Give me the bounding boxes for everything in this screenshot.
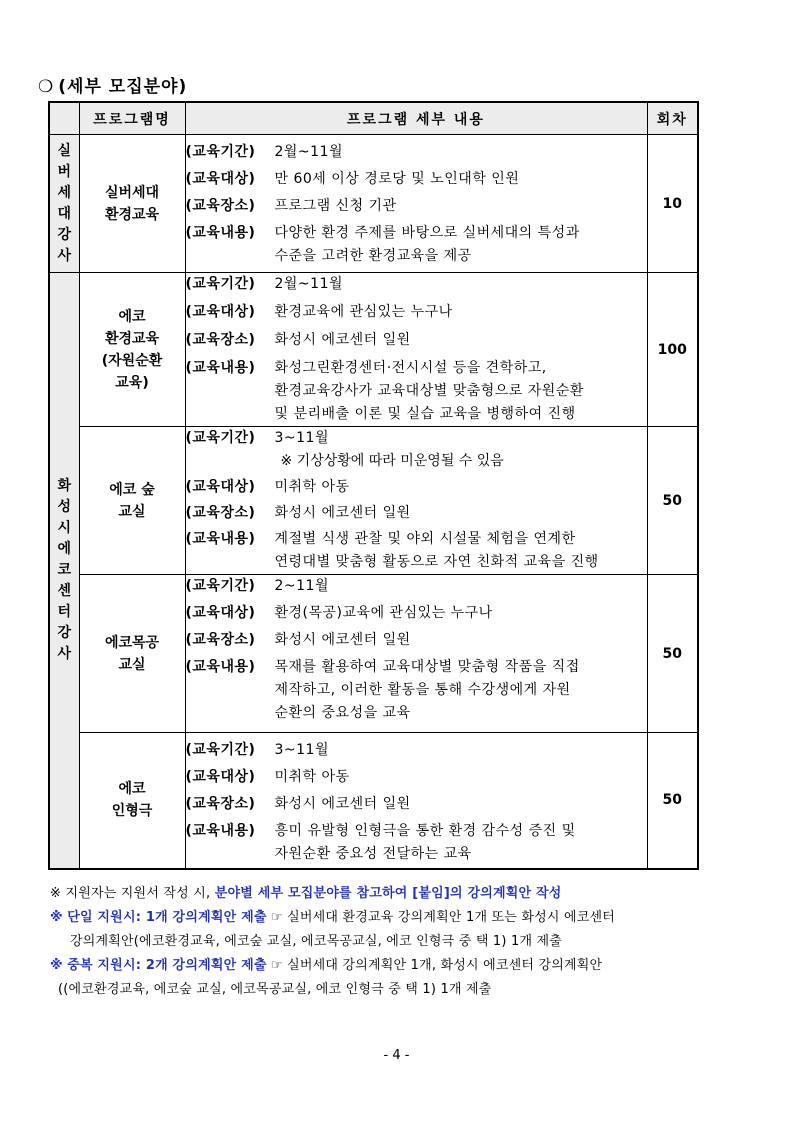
program-detail: (교육기간) 2월~11월 (교육대상) 환경교육에 관심있는 누구나 (교육장소) 화성시 에코센터 일원 (교육내용) 화성그린환경센터·전시시설 등을 견학하고, 환경교육강사가 교육대상별 맞춤형으로 자원순환 및 분리배출 이론 및 실습 교육을 병행하여 진행 xyxy=(185,273,647,427)
program-count: 50 xyxy=(647,427,698,575)
category-silver: 실 버 세 대 강 사 xyxy=(49,135,79,273)
program-count: 100 xyxy=(647,273,698,427)
table-row xyxy=(49,273,698,427)
table-row xyxy=(49,427,698,575)
program-detail: (교육기간) 2월~11월 (교육대상) 만 60세 이상 경로당 및 노인대학 인원 (교육장소) 프로그램 신청 기관 (교육내용) 다양한 환경 주제를 바탕으로 실버세대의 특성과 수준을 고려한 환경교육을 제공 xyxy=(185,135,647,273)
program-count: 50 xyxy=(647,575,698,733)
weather-notice: ※ 기상상황에 따라 미운영될 수 있음 xyxy=(280,453,504,469)
program-name: 실버세대 환경교육 xyxy=(79,135,185,273)
section-title: (세부 모집분야) xyxy=(58,77,188,97)
table-row xyxy=(49,135,698,273)
program-name: 에코 환경교육 (자원순환 교육) xyxy=(79,273,185,427)
program-detail: (교육기간) 3~11월 ※ 기상상황에 따라 미운영될 수 있음 (교육대상) 미취학 아동 (교육장소) 화성시 에코센터 일원 (교육내용) 계절별 식생 관찰 및 야외 시설물 체험을 연계한 연령대별 맞춤형 활동으로 자연 친화적 교육을 진행 xyxy=(185,427,647,575)
note-single-apply: ※ 단일 지원시: 1개 강의계획안 제출 ☞ 실버세대 환경교육 강의계획안 1개 또는 화성시 에코센터 강의계획안(에코환경교육, 에코숲 교실, 에코목공교실, 에코 인형극 중 택 1) 1개 제출 xyxy=(50,910,616,949)
note-general: ※ 지원자는 지원서 작성 시, 분야별 세부 모집분야를 참고하여 [붙임]의 강의계획안 작성 xyxy=(50,886,562,901)
header-blank xyxy=(49,102,79,135)
circle-bullet-icon: ❍ xyxy=(38,77,55,97)
page-number: - 4 - xyxy=(383,1048,410,1063)
reference-mark-icon: ※ xyxy=(50,886,62,901)
table-row xyxy=(49,733,698,869)
reference-mark-icon: ※ xyxy=(50,910,63,925)
program-name: 에코 숲 교실 xyxy=(79,427,185,575)
notes xyxy=(50,882,750,1002)
reference-mark-icon: ※ xyxy=(50,958,63,973)
category-hwaseong: 화 성 시 에 코 센 터 강 사 xyxy=(49,273,79,869)
program-detail: (교육기간) 3~11월 (교육대상) 미취학 아동 (교육장소) 화성시 에코센터 일원 (교육내용) 흥미 유발형 인형극을 통한 환경 감수성 증진 및 자원순환 중요성 전달하는 교육 xyxy=(185,733,647,869)
header-program-name: 프로그램명 xyxy=(79,102,185,135)
program-count: 50 xyxy=(647,733,698,869)
header-program-detail: 프로그램 세부 내용 xyxy=(185,102,647,135)
program-name: 에코목공 교실 xyxy=(79,575,185,733)
header-count: 회차 xyxy=(647,102,698,135)
program-count: 10 xyxy=(647,135,698,273)
section-heading xyxy=(38,72,187,97)
note-multiple-apply: ※ 중복 지원시: 2개 강의계획안 제출 ☞ 실버세대 강의계획안 1개, 화성시 에코센터 강의계획안 ((에코환경교육, 에코숲 교실, 에코목공교실, 에코 인형극 중 택 1) 1개 제출 xyxy=(50,958,603,997)
recruitment-table xyxy=(48,101,699,870)
program-detail: (교육기간) 2~11월 (교육대상) 환경(목공)교육에 관심있는 누구나 (교육장소) 화성시 에코센터 일원 (교육내용) 목재를 활용하여 교육대상별 맞춤형 작품을 직접 제작하고, 이러한 활동을 통해 수강생에게 자원 순환의 중요성을 교육 xyxy=(185,575,647,733)
program-name: 에코 인형극 xyxy=(79,733,185,869)
table-header-row xyxy=(49,102,698,135)
table-row xyxy=(49,575,698,733)
